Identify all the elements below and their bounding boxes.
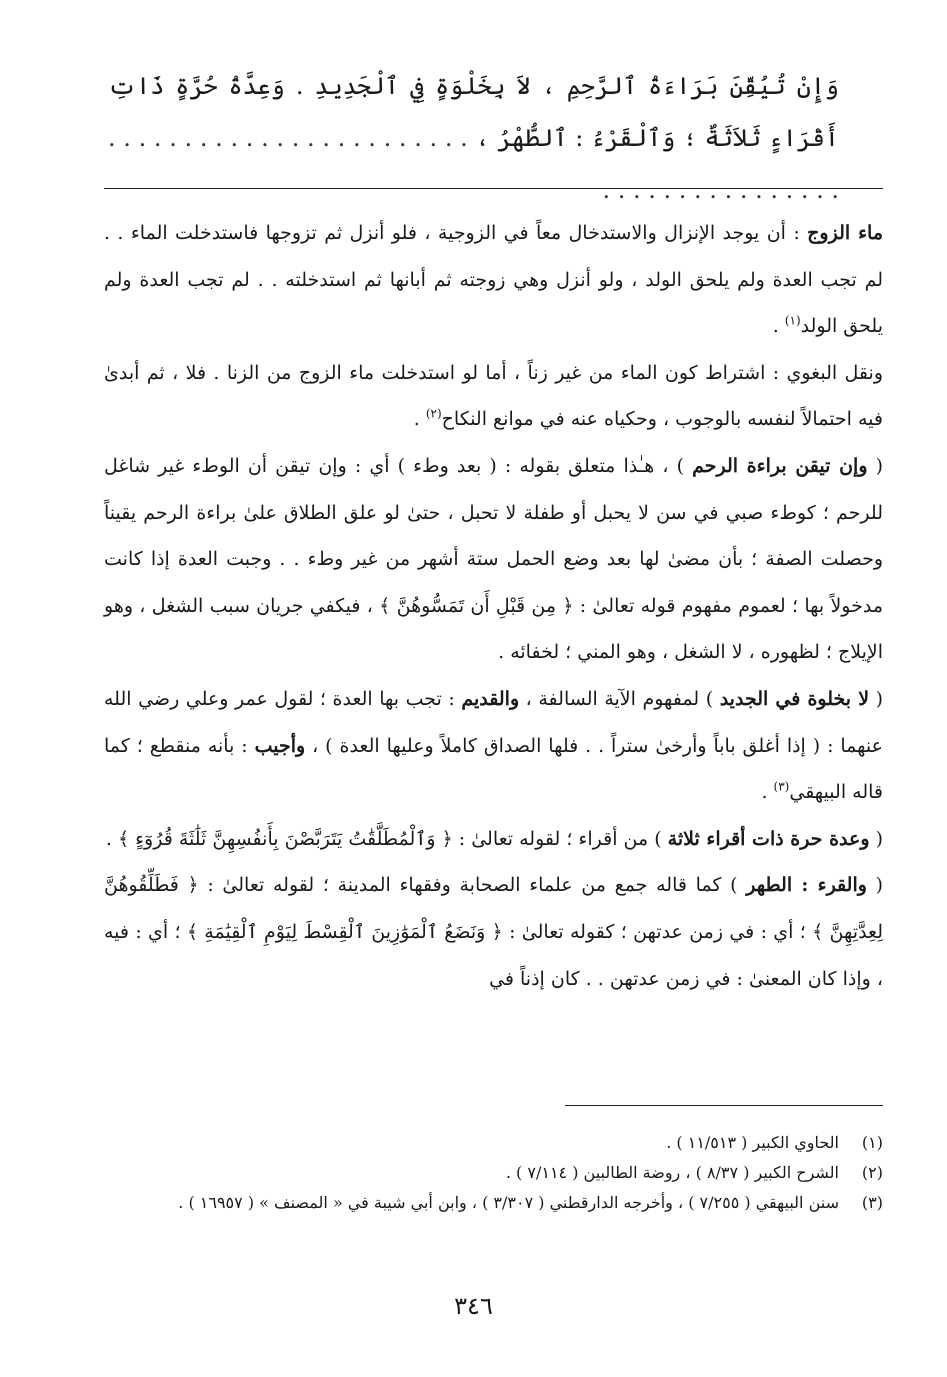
- punct: (: [866, 874, 883, 897]
- punct: (: [867, 454, 884, 477]
- footnote-text: الشرح الكبير ( ٨/٣٧ ) ، روضة الطالبين ( ٧/١١٤ ) .: [505, 1163, 839, 1182]
- paragraph-text: ونقل البغوي : اشتراط كون الماء من غير زناً ، أما لو استدخلت ماء الزوج من الزنا . فلا ، ثم أبدىٰ فيه احتمالاً لنفسه بالوجوب ، وحكياه عنه في موانع النكاح: [104, 361, 883, 431]
- term: والقديم: [461, 687, 520, 710]
- footnote-1: [104, 1128, 883, 1158]
- matn-line: وَإِنْ تُيُقِّنَ بَرَاءَةُ ٱلرَّحِمِ ، لاَ بِخَلْوَةٍ فِي ٱلْجَدِيدِ . وَعِدَّةُ حُرَّةٍ ذَاتِ أَقْرَاءٍ ثَلاَثَةٌ ؛ وَٱلْقَرْءُ : ٱلطُّهْرُ ،: [108, 72, 839, 152]
- matn-text: [108, 60, 839, 216]
- footnote-2: [104, 1158, 883, 1188]
- term: ماء الزوج: [807, 222, 883, 244]
- paragraph-3: [104, 443, 883, 676]
- paragraph-text: ) كما قاله جمع من علماء الصحابة وفقهاء المدينة ؛ لقوله تعالىٰ : ﴿ فَطَلِّقُوهُنَّ لِعِدَّتِهِنَّ ﴾ ؛ أي : في زمن عدتهن ؛ كقوله تعالىٰ : ﴿ وَنَضَعُ ٱلْمَوَٰزِينَ ٱلْقِسْطَ لِيَوْمِ ٱلْقِيَٰمَةِ ﴾ ؛ أي : فيه ، وإذا كان المعنىٰ : في زمن عدتهن . . كان إذناً في: [104, 874, 883, 990]
- punct: (: [869, 687, 883, 710]
- paragraph-text: : بأنه منقطع ؛ كما قاله البيهقي: [104, 734, 883, 804]
- paragraph-text: ) من أقراء ؛ لقوله تعالىٰ : ﴿ وَٱلْمُطَلَّقَٰتُ يَتَرَبَّصْنَ بِأَنفُسِهِنَّ ثَلَٰثَةَ قُرُوٓءٍ ﴾ .: [105, 827, 668, 850]
- footnotes: [104, 1128, 883, 1218]
- paragraph-6: [104, 862, 883, 1002]
- paragraph-5: [104, 816, 883, 863]
- punct: (: [869, 827, 883, 850]
- separator-rule: [104, 188, 883, 189]
- footnote-number: (١): [861, 1133, 883, 1152]
- matn-dots: . . . . . . . . . . . . . . . . . . . . . . . . . . . . . . . . . . . . . . . .: [108, 124, 839, 204]
- term: وأجيب: [254, 734, 306, 757]
- paragraph-1: [104, 210, 883, 350]
- paragraph-4: [104, 676, 883, 816]
- term: لا بخلوة في الجديد: [719, 687, 870, 710]
- term: وعدة حرة ذات أقراء ثلاثة: [667, 827, 870, 850]
- footnote-ref[interactable]: (٢): [425, 407, 442, 422]
- footnote-text: سنن البيهقي ( ٧/٢٥٥ ) ، وأخرجه الدارقطني ( ٣/٣٠٧ ) ، وابن أبي شيبة في « المصنف » ( ١٦٩٥٧ ) .: [178, 1193, 839, 1212]
- commentary: [104, 210, 883, 1002]
- term: والقرء : الطهر: [746, 874, 867, 897]
- paragraph-text: : أن يوجد الإنزال والاستدخال معاً في الزوجية ، فلو أنزل ثم تزوجها فاستدخلت الماء . . لم تجب العدة ولم يلحق الولد ، ولو أنزل وهي زوجته ثم أبانها ثم استدخلته . . لم تجب العدة ولم يلحق الولد: [104, 222, 883, 338]
- paragraph-2: [104, 350, 883, 443]
- footnote-rule: [565, 1105, 883, 1106]
- paragraph-text: : تجب بها العدة ؛ لقول عمر وعلي رضي الله عنهما : ( إذا أغلق باباً وأرخىٰ ستراً . . فلها الصداق كاملاً وعليها العدة ) ،: [104, 687, 883, 757]
- paragraph-text: ) لمفهوم الآية السالفة ،: [519, 687, 720, 710]
- footnote-ref[interactable]: (٣): [773, 779, 790, 794]
- footnote-ref[interactable]: (١): [784, 313, 801, 328]
- punct: .: [772, 315, 785, 338]
- footnote-3: [104, 1188, 883, 1218]
- paragraph-text: ) ، هـٰذا متعلق بقوله : ( بعد وطء ) أي : وإن تيقن أن الوطء غير شاغل للرحم ؛ كوطء صبي في سن لا يحبل أو طفلة لا تحبل ، حتىٰ لو علق الطلاق علىٰ براءة الرحم يقيناً وحصلت الصفة ؛ بأن مضىٰ لها بعد وضع الحمل ستة أشهر من غير وطء . . وجبت العدة إذا كانت مدخولاً بها ؛ لعموم مفهوم قوله تعالىٰ : ﴿ مِن قَبْلِ أَن تَمَسُّوهُنَّ ﴾ ، فيكفي جريان سبب الشغل ، وهو الإيلاج ؛ لظهوره ، لا الشغل ، وهو المني ؛ لخفائه .: [104, 454, 883, 664]
- footnote-number: (٣): [861, 1193, 883, 1212]
- footnote-text: الحاوي الكبير ( ١١/٥١٣ ) .: [666, 1133, 839, 1152]
- footnote-number: (٢): [861, 1163, 883, 1182]
- punct: .: [761, 781, 774, 804]
- punct: .: [413, 408, 426, 431]
- term: وإن تيقن براءة الرحم: [692, 454, 868, 477]
- page-number: ٣٤٦: [454, 1292, 493, 1320]
